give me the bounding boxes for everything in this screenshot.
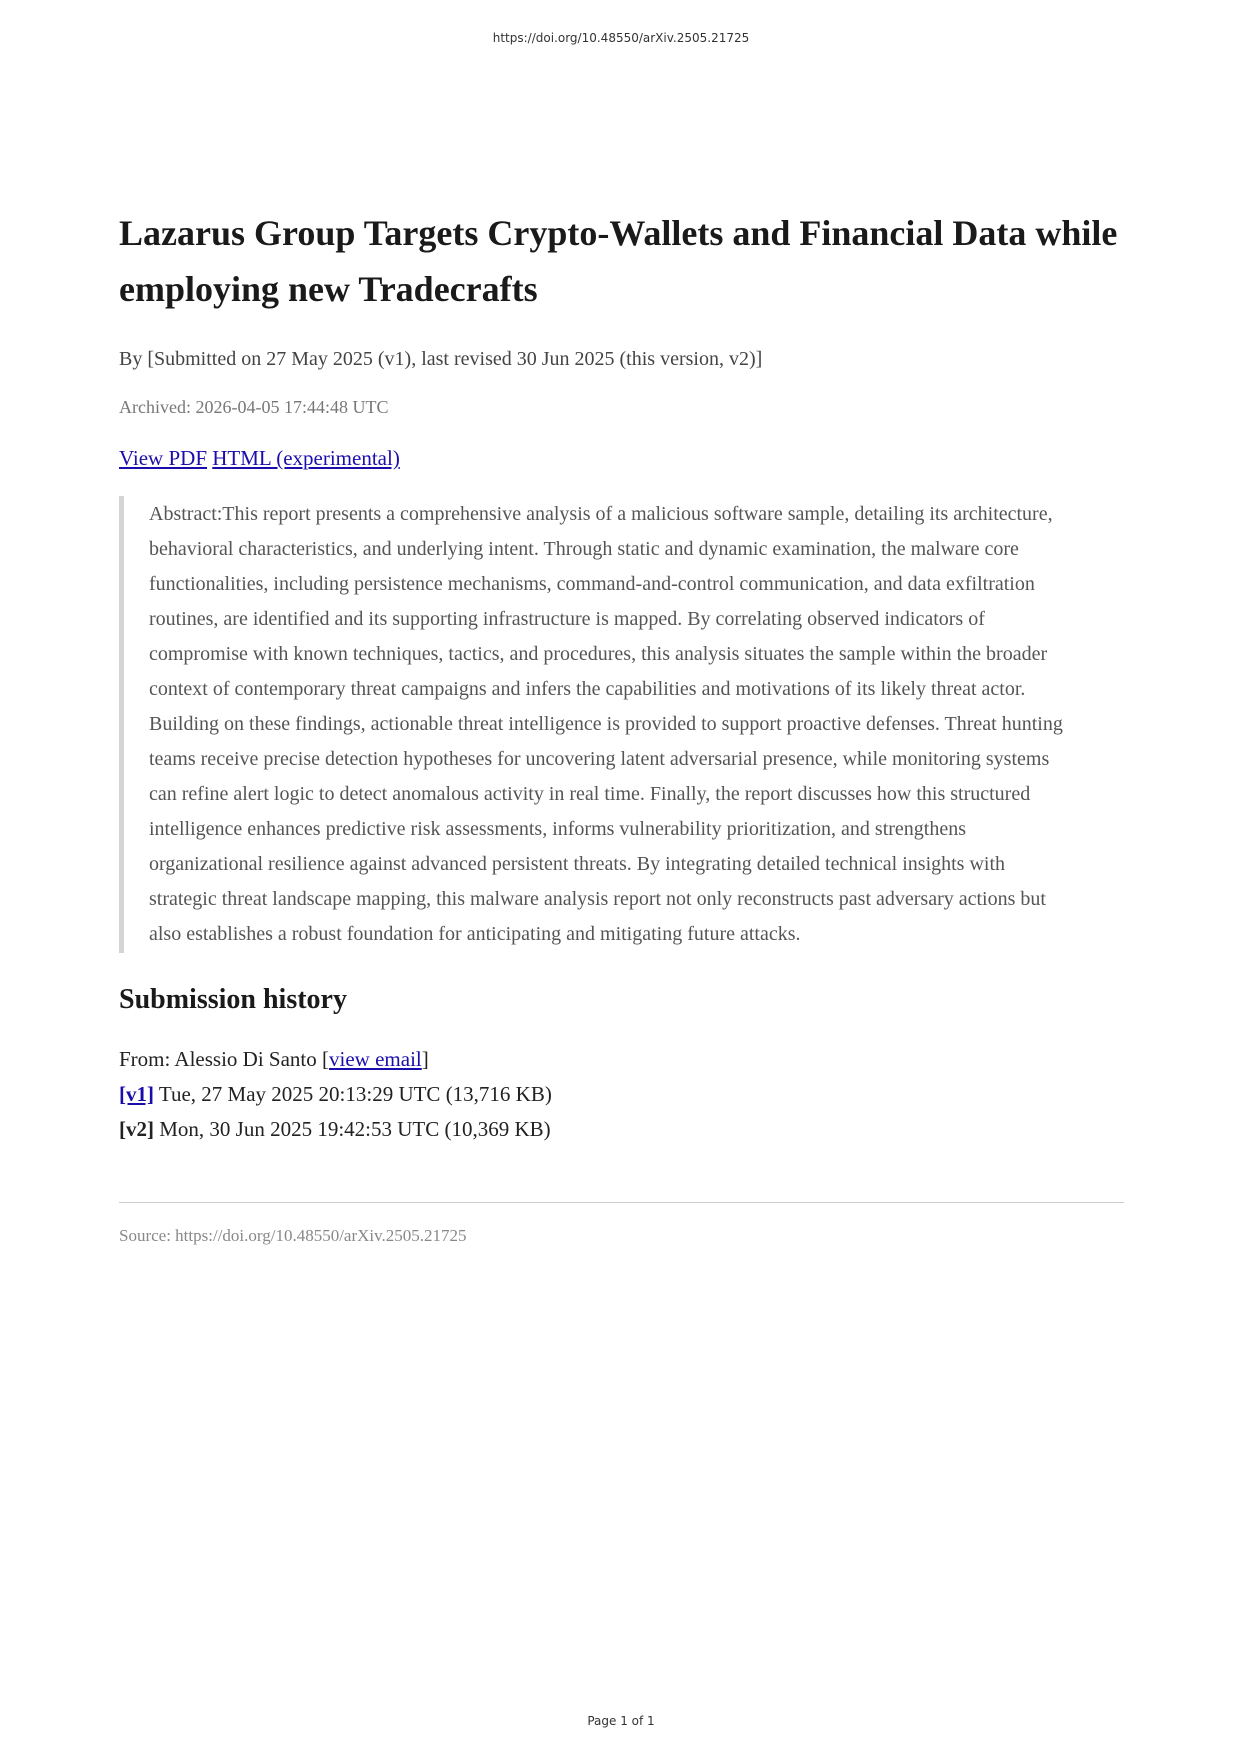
version-label-v2: [v2]: [119, 1117, 154, 1141]
submission-history: [119, 1042, 1124, 1147]
source-line: Source: https://doi.org/10.48550/arXiv.2505.21725: [119, 1226, 467, 1245]
version-row-v1: [119, 1077, 1124, 1112]
view-pdf-link[interactable]: View PDF: [119, 446, 207, 470]
version-row-v2: [119, 1112, 1124, 1147]
version-details-v1: Tue, 27 May 2025 20:13:29 UTC (13,716 KB): [154, 1082, 552, 1106]
abstract: [119, 496, 1124, 953]
page-header-url: https://doi.org/10.48550/arXiv.2505.21725: [492, 31, 750, 45]
submitter-suffix: ]: [421, 1047, 429, 1071]
submission-history-heading: Submission history: [119, 984, 347, 1015]
page-number: Page 1 of 1: [587, 1714, 655, 1728]
submitter-prefix: From: Alessio Di Santo [: [119, 1047, 330, 1071]
version-link-v1[interactable]: [v1]: [119, 1082, 154, 1106]
archived-timestamp: Archived: 2026-04-05 17:44:48 UTC: [119, 397, 389, 417]
submitter-line: [119, 1042, 1124, 1077]
version-details-v2: Mon, 30 Jun 2025 19:42:53 UTC (10,369 KB): [154, 1117, 551, 1141]
html-experimental-link[interactable]: HTML (experimental): [212, 446, 400, 470]
divider: [119, 1202, 1124, 1203]
view-email-link[interactable]: view email: [329, 1047, 422, 1071]
article-content: [119, 205, 1124, 1248]
abstract-paragraph-2: Building on these findings, actionable threat intelligence is provided to support proactive defenses. Threat hunting teams receive precise detection hypotheses for uncovering latent adversarial presence, while monitoring systems can refine alert logic to detect anomalous activity in real time. Finally, the report discusses how this structured intelligence enhances predictive risk assessments, informs vulnerability prioritization, and strengthens organizational resilience against advanced persistent threats. By integrating detailed technical insights with strategic threat landscape mapping, this malware analysis report not only reconstructs past adversary actions but also establishes a robust foundation for anticipating and mitigating future attacks.: [149, 713, 1063, 945]
format-links: [119, 444, 1124, 472]
abstract-paragraph-1: Abstract:This report presents a comprehensive analysis of a malicious software sample, detailing its architecture, behavioral characteristics, and underlying intent. Through static and dynamic examination, the malware core functionalities, including persistence mechanisms, command-and-control communication, and data exfiltration routines, are identified and its supporting infrastructure is mapped. By correlating observed indicators of compromise with known techniques, tactics, and procedures, this analysis situates the sample within the broader context of contemporary threat campaigns and infers the capabilities and motivations of its likely threat actor.: [149, 503, 1053, 700]
article-byline: By [Submitted on 27 May 2025 (v1), last revised 30 Jun 2025 (this version, v2)]: [119, 348, 763, 370]
article-title: Lazarus Group Targets Crypto-Wallets and Financial Data while employing new Tradecrafts: [119, 213, 1118, 309]
